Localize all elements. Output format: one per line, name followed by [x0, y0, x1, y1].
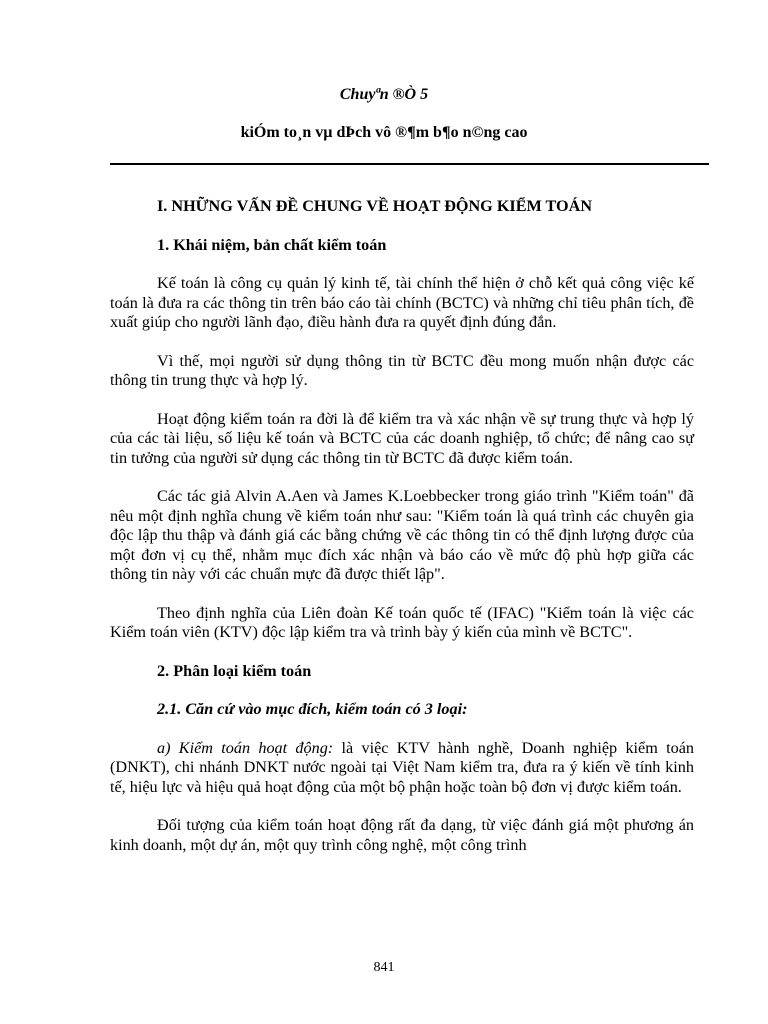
page-number: 841: [373, 960, 395, 975]
paragraph-1: Kế toán là công cụ quản lý kinh tế, tài chính thể hiện ở chỗ kết quả công việc kế toán là đưa ra các thông tin trên báo cáo tài chính (BCTC) và những chỉ tiêu phân tích, đề xuất giúp cho người lãnh đạo, điều hành đưa ra quyết định đúng đắn.: [110, 274, 694, 331]
paragraph-3: Hoạt động kiểm toán ra đời là để kiểm tra và xác nhận về sự trung thực và hợp lý của các tài liệu, số liệu kế toán và BCTC của các doanh nghiệp, tổ chức; để nâng cao sự tin tưởng của người sử dụng các thông tin từ BCTC đã được kiểm toán.: [110, 409, 694, 467]
heading-concept: 1. Khái niệm, bản chất kiểm toán: [157, 235, 387, 254]
document-body: [110, 197, 694, 874]
paragraph-4: Các tác giả Alvin A.Aen và James K.Loebbecker trong giáo trình "Kiểm toán" đã nêu một định nghĩa chung về kiểm toán như sau: "Kiểm toán là quá trình các chuyên gia độc lập thu thập và đánh giá các bằng chứng về các thông tin có thể định lượng được của một đơn vị cụ thể, nhằm mục đích xác nhận và báo cáo về mức độ phù hợp giữa các thông tin này với các chuẩn mực đã được thiết lập".: [110, 487, 694, 583]
header-divider: [110, 163, 709, 165]
chapter-subtitle: kiÓm to¸n vµ dÞch vô ®¶m b¶o n©ng cao: [240, 124, 528, 141]
paragraph-7: Đối tượng của kiểm toán hoạt động rất đa dạng, từ việc đánh giá một phương án kinh doanh, một dự án, một quy trình công nghệ, một công trình: [110, 816, 694, 854]
paragraph-2: Vì thế, mọi người sử dụng thông tin từ BCTC đều mong muốn nhận được các thông tin trung thực và hợp lý.: [110, 351, 694, 389]
heading-by-purpose: 2.1. Căn cứ vào mục đích, kiểm toán có 3 loại:: [157, 700, 468, 718]
chapter-title: Chuyªn ®Ò 5: [339, 86, 429, 103]
section-heading: I. NHỮNG VẤN ĐỀ CHUNG VỀ HOẠT ĐỘNG KIỂM TOÁN: [157, 197, 593, 215]
operational-audit-label: a) Kiểm toán hoạt động:: [157, 738, 334, 757]
paragraph-5: Theo định nghĩa của Liên đoàn Kế toán quốc tế (IFAC) "Kiểm toán là việc các Kiểm toán viên (KTV) độc lập kiểm tra và trình bày ý kiến của mình về BCTC".: [110, 603, 694, 641]
heading-classification: 2. Phân loại kiểm toán: [157, 661, 312, 680]
paragraph-6: [110, 739, 694, 798]
operational-audit-text: là việc KTV hành nghề, Doanh nghiệp kiểm toán (DNKT), chi nhánh DNKT nước ngoài tại Việt Nam kiểm tra, đưa ra ý kiến về tính kinh tế, hiệu lực và hiệu quả hoạt động của một bộ phận hoặc toàn bộ đơn vị được kiểm toán.: [110, 738, 694, 796]
